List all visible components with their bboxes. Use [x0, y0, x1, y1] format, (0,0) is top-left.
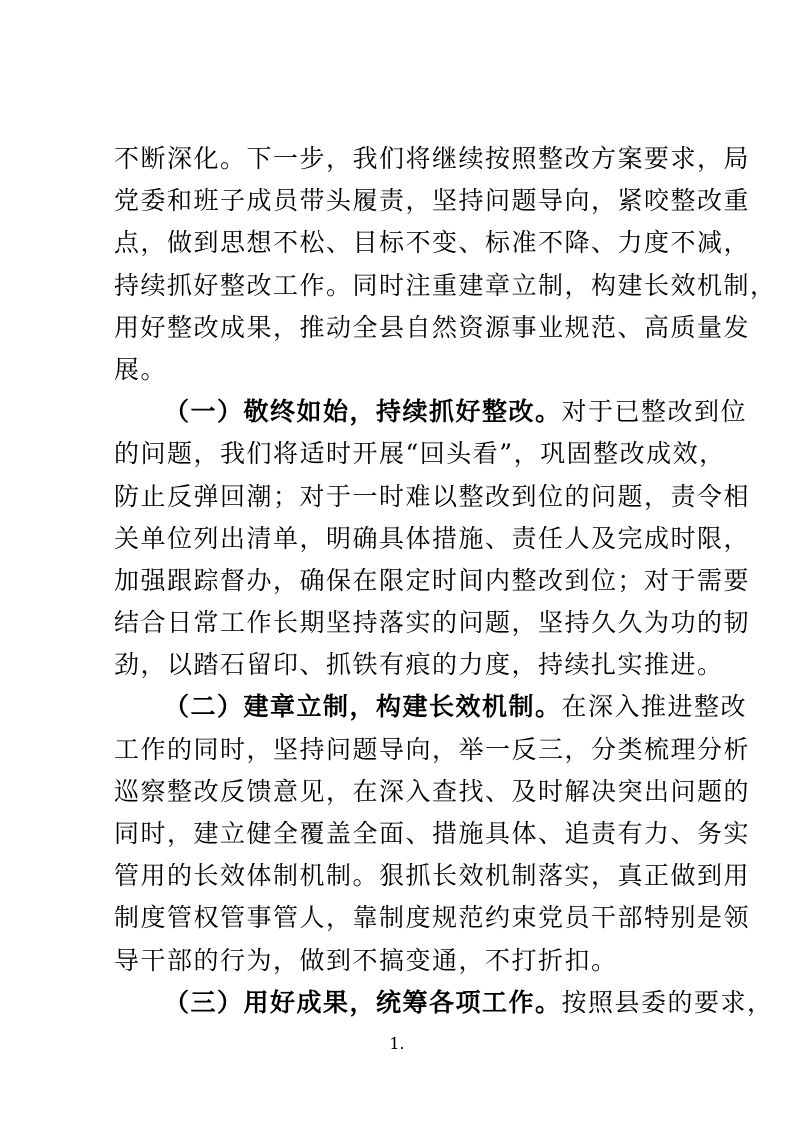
- paragraph-text: 在深入推进整改: [561, 692, 748, 722]
- section-heading: （一）敬终如始，持续抓好整改。: [164, 397, 562, 427]
- paragraph-line: 用好整改成果，推动全县自然资源事业规范、高质量发: [114, 312, 751, 342]
- paragraph-line: 关单位列出清单，明确具体措施、责任人及完成时限，: [114, 523, 751, 553]
- body-text: [114, 138, 777, 1024]
- section-heading: （二）建章立制，构建长效机制。: [164, 692, 562, 722]
- paragraph-line: 加强跟踪督办，确保在限定时间内整改到位；对于需要: [114, 565, 751, 595]
- paragraph-line: 防止反弹回潮；对于一时难以整改到位的问题，责令相: [114, 481, 751, 511]
- paragraph-line: 同时，建立健全覆盖全面、措施具体、追责有力、务实: [114, 819, 751, 848]
- paragraph-line: 点，做到思想不松、目标不变、标准不降、力度不减，: [114, 228, 751, 258]
- paragraph-line: 导干部的行为，做到不搞变通，不打折扣。: [114, 945, 618, 975]
- paragraph-line: 工作的同时，坚持问题导向，举一反三，分类梳理分析: [114, 734, 751, 764]
- paragraph-line: [114, 982, 774, 1024]
- paragraph-line: 制度管权管事管人，靠制度规范约束党员干部特别是领: [114, 903, 751, 933]
- paragraph-line: 结合日常工作长期坚持落实的问题，坚持久久为功的韧: [114, 608, 751, 638]
- paragraph-line: 劲，以踏石留印、抓铁有痕的力度，持续扎实推进。: [114, 650, 724, 680]
- paragraph-line: [114, 686, 748, 728]
- paragraph-line: 持续抓好整改工作。同时注重建章立制，构建长效机制，: [114, 270, 777, 300]
- paragraph-line: 的问题，我们将适时开展“回头看”，巩固整改成效，: [114, 439, 726, 469]
- paragraph-text: 对于已整改到位: [561, 397, 748, 427]
- paragraph-line: 不断深化。下一步，我们将继续按照整改方案要求，局: [114, 144, 751, 173]
- paragraph-line: 党委和班子成员带头履责，坚持问题导向，紧咬整改重: [114, 186, 751, 216]
- paragraph-line: 展。: [114, 354, 168, 384]
- section-heading: （三）用好成果，统筹各项工作。: [164, 987, 562, 1017]
- paragraph-line: 巡察整改反馈意见，在深入查找、及时解决突出问题的: [114, 776, 751, 806]
- page-number: 1.: [389, 1034, 405, 1053]
- paragraph-line: 管用的长效体制机制。狠抓长效机制落实，真正做到用: [114, 861, 751, 891]
- paragraph-text: 按照县委的要求，: [561, 987, 774, 1017]
- paragraph-line: [114, 391, 748, 433]
